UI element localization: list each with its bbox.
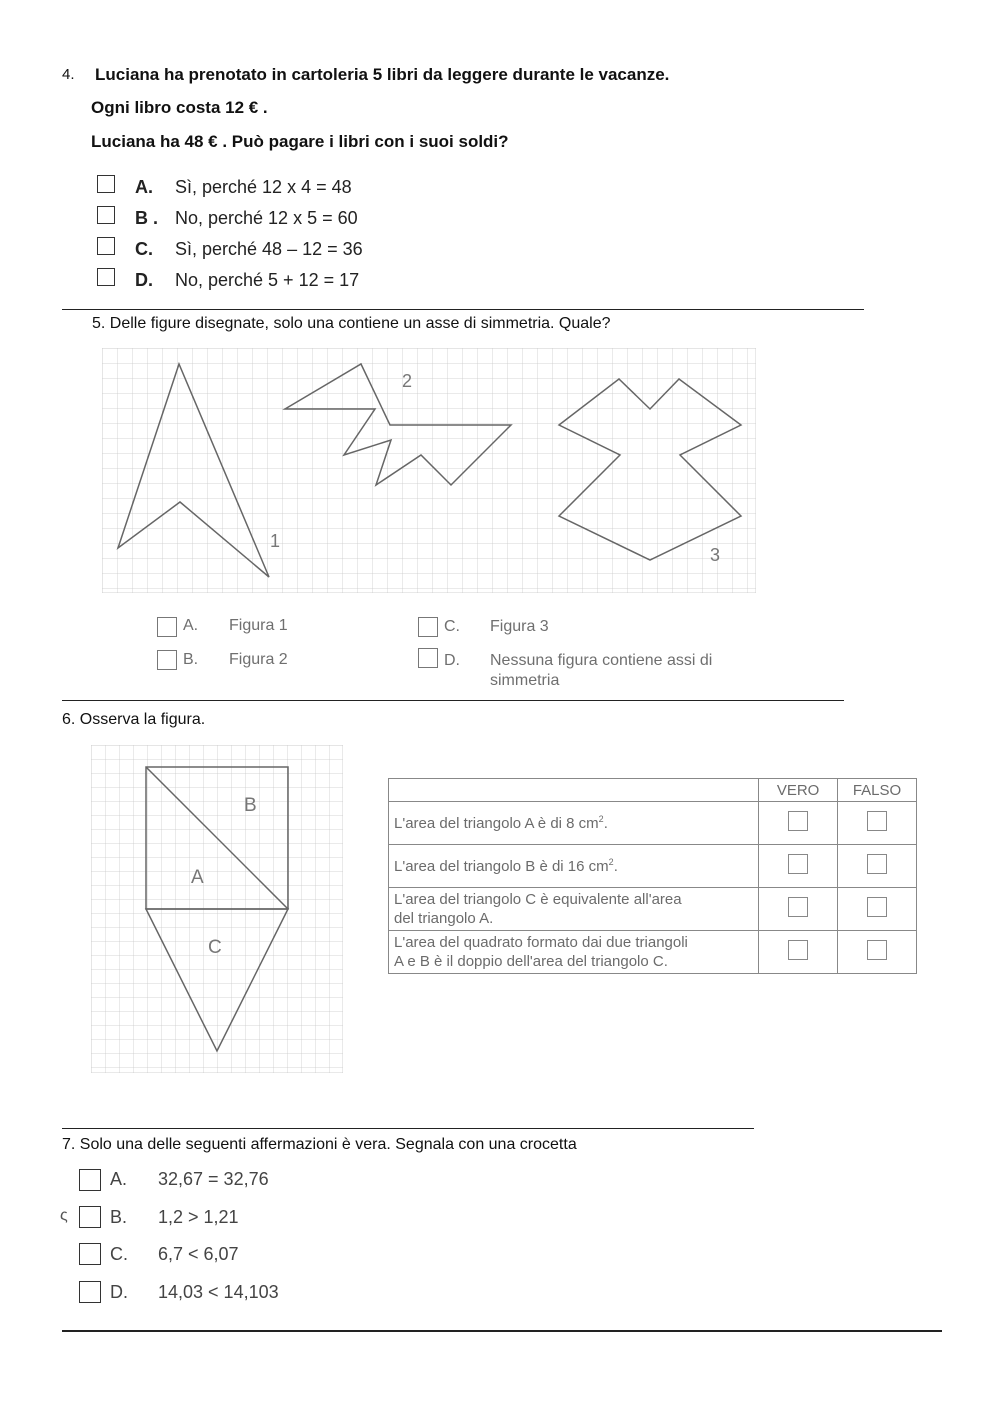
vero-checkbox[interactable] (788, 940, 808, 960)
q5-grid-figures (102, 348, 756, 593)
falso-checkbox[interactable] (867, 897, 887, 917)
q7-option-text: 1,2 > 1,21 (158, 1207, 239, 1227)
q7-option-text: 6,7 < 6,07 (158, 1244, 239, 1264)
q5-option-letter: D. (444, 652, 460, 669)
q7-question: 7. Solo una delle seguenti affermazioni è vera. Segnala con una crocetta (62, 1136, 577, 1153)
statement-cell: L'area del triangolo C è equivalente all'area del triangolo A. (389, 888, 759, 931)
statement-cell: L'area del triangolo B è di 16 $cm^2$. (389, 845, 759, 888)
q7-checkbox-c[interactable] (79, 1243, 101, 1265)
q4-checkbox-d[interactable] (97, 268, 115, 286)
statement-cell: L'area del triangolo A è di 8 $cm^2$. (389, 802, 759, 845)
figure-1-label: 1 (270, 531, 281, 551)
q4-line2: Ogni libro costa 12 € . (91, 98, 268, 117)
vero-checkbox[interactable] (788, 811, 808, 831)
q4-line3: Luciana ha 48 € . Può pagare i libri con i suoi soldi? (91, 132, 509, 151)
table-row (389, 888, 917, 931)
divider (62, 1128, 754, 1129)
divider (62, 309, 864, 310)
q4-line1: Luciana ha prenotato in cartoleria 5 libri da leggere durante le vacanze. (95, 65, 670, 84)
q7-option-letter: A. (110, 1169, 128, 1189)
q4-option-letter: C. (135, 239, 153, 259)
q5-option-text: Figura 2 (229, 651, 288, 668)
q5-option-text: Figura 1 (229, 617, 288, 634)
figure-2-label: 2 (402, 371, 413, 391)
q7-checkbox-a[interactable] (79, 1169, 101, 1191)
q4-option-letter: B . (135, 208, 159, 228)
q5-option-letter: C. (444, 618, 460, 635)
q5-checkbox-c[interactable] (418, 617, 438, 637)
q5-option-text: Figura 3 (490, 618, 549, 635)
label-b: B (244, 795, 257, 816)
q4-option-text: Sì, perché 12 x 4 = 48 (175, 177, 352, 197)
q5-option-text: Nessuna figura contiene assi di (490, 652, 713, 669)
table-row (389, 845, 917, 888)
statement-cell: L'area del quadrato formato dai due triangoli A e B è il doppio dell'area del triangolo C. (389, 931, 759, 974)
label-c: C (208, 937, 222, 958)
falso-checkbox[interactable] (867, 940, 887, 960)
q4-checkbox-c[interactable] (97, 237, 115, 255)
q6-question: 6. Osserva la figura. (62, 711, 206, 728)
vero-checkbox[interactable] (788, 854, 808, 874)
q4-checkbox-b[interactable] (97, 206, 115, 224)
q4-option-text: No, perché 12 x 5 = 60 (175, 208, 358, 228)
q5-option-letter: B. (183, 651, 199, 668)
q7-option-letter: C. (110, 1244, 128, 1264)
q5-question: 5. Delle figure disegnate, solo una contiene un asse di simmetria. Quale? (92, 315, 611, 332)
q6-grid-figure (91, 745, 343, 1073)
divider (62, 700, 844, 701)
q4-option-letter: A. (135, 177, 153, 197)
falso-checkbox[interactable] (867, 811, 887, 831)
q4-number: 4. (62, 66, 75, 83)
q5-option-letter: A. (183, 617, 199, 634)
q5-option-text-cont: simmetria (490, 672, 560, 689)
q4-option-text: Sì, perché 48 – 12 = 36 (175, 239, 363, 259)
q5-checkbox-d[interactable] (418, 648, 438, 668)
divider (62, 1330, 942, 1332)
falso-checkbox[interactable] (867, 854, 887, 874)
header-falso: FALSO (838, 779, 917, 802)
label-a: A (191, 867, 204, 888)
q7-option-letter: D. (110, 1282, 128, 1302)
q7-checkbox-b[interactable] (79, 1206, 101, 1228)
header-vero: VERO (759, 779, 838, 802)
stray-mark: ς (60, 1207, 68, 1224)
q5-checkbox-b[interactable] (157, 650, 177, 670)
figure-3-label: 3 (710, 545, 721, 565)
table-row (389, 802, 917, 845)
q4-option-letter: D. (135, 270, 153, 290)
q7-option-letter: B. (110, 1207, 128, 1227)
q4-checkbox-a[interactable] (97, 175, 115, 193)
table-row (389, 931, 917, 974)
q7-option-text: 32,67 = 32,76 (158, 1169, 269, 1189)
vero-checkbox[interactable] (788, 897, 808, 917)
q6-true-false-table (388, 778, 917, 974)
table-header-blank (389, 779, 759, 802)
q4-option-text: No, perché 5 + 12 = 17 (175, 270, 360, 290)
q7-checkbox-d[interactable] (79, 1281, 101, 1303)
q5-checkbox-a[interactable] (157, 617, 177, 637)
q7-option-text: 14,03 < 14,103 (158, 1282, 279, 1302)
